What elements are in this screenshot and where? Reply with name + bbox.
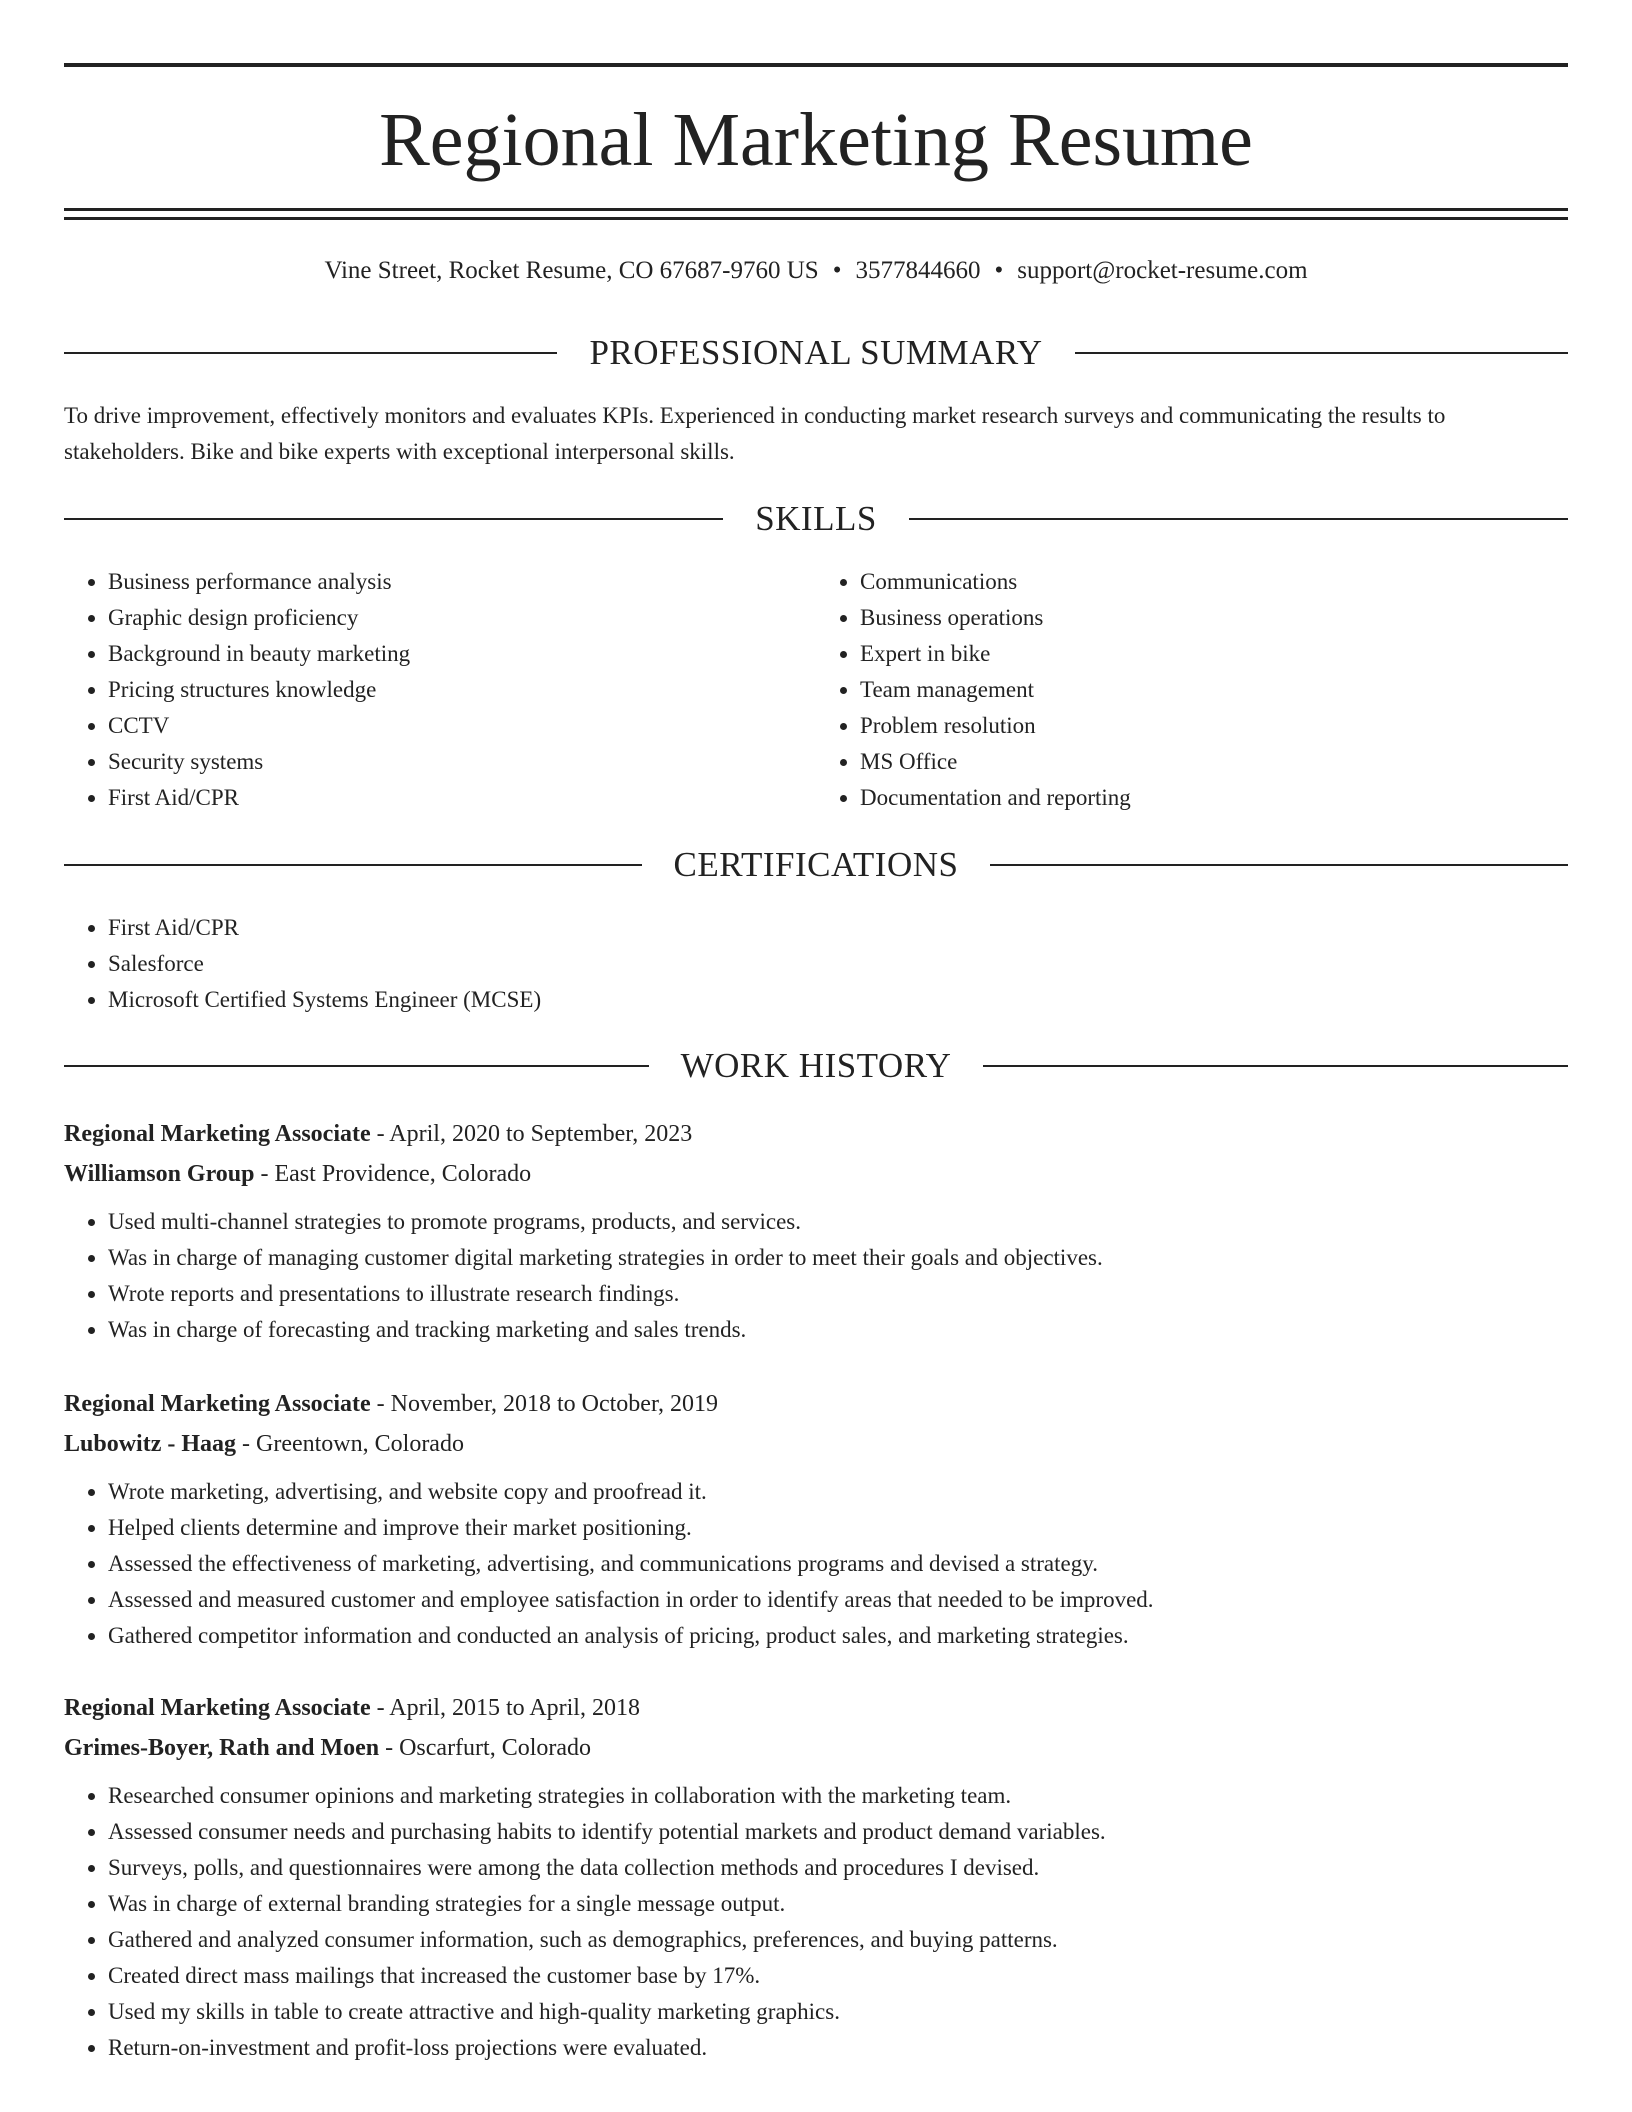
heading-rule-right [1075,352,1568,354]
skill-item: • Business operations [860,600,1568,636]
header-double-rule [64,208,1568,220]
certification-item: • Microsoft Certified Systems Engineer (MCSE) [108,982,1568,1018]
job-location: - East Providence, Colorado [254,1161,532,1187]
certifications-list [64,910,1568,1018]
job-duty-item: • Was in charge of managing customer digital marketing strategies in order to meet their goals and objectives. [108,1240,1568,1276]
job-duties [64,1474,1568,1654]
skill-item: • Expert in bike [860,636,1568,672]
job-duty-item: • Assessed the effectiveness of marketing, advertising, and communications programs and devised a strategy. [108,1546,1568,1582]
section-heading-work-history [64,1044,1568,1088]
skill-item: • First Aid/CPR [108,780,816,816]
job-duty-item: • Was in charge of forecasting and tracking marketing and sales trends. [108,1312,1568,1348]
job-title: Regional Marketing Associate [64,1695,371,1721]
skill-item: • Business performance analysis [108,564,816,600]
skill-item: • Security systems [108,744,816,780]
job-duties [64,1204,1568,1348]
job-location: - Oscarfurt, Colorado [379,1735,592,1761]
heading-rule-right [909,518,1568,520]
job-duty-item: • Used multi-channel strategies to promote programs, products, and services. [108,1204,1568,1240]
job-duty-item: • Researched consumer opinions and marketing strategies in collaboration with the marketing team. [108,1778,1568,1814]
contact-email: support@rocket-resume.com [1017,257,1308,284]
skill-item: • Documentation and reporting [860,780,1568,816]
job-title-line [64,1384,1568,1424]
job-duty-item: • Wrote reports and presentations to illustrate research findings. [108,1276,1568,1312]
job-duty-item: • Return-on-investment and profit-loss projections were evaluated. [108,2030,1568,2066]
skills-heading: SKILLS [755,499,877,538]
job-company-line [64,1424,1568,1464]
skill-item: • Communications [860,564,1568,600]
certification-item: • First Aid/CPR [108,910,1568,946]
contact-phone: 3577844660 [855,257,981,284]
contact-address: Vine Street, Rocket Resume, CO 67687-9760 US [324,257,819,284]
heading-rule-left [64,518,723,520]
heading-rule-left [64,352,557,354]
section-heading-skills [64,497,1568,541]
contact-line [64,254,1568,288]
job-title: Regional Marketing Associate [64,1391,371,1417]
job-duty-item: • Surveys, polls, and questionnaires were among the data collection methods and procedures I devised. [108,1850,1568,1886]
section-heading-summary [64,331,1568,375]
skill-item: • Problem resolution [860,708,1568,744]
job-duty-item: • Created direct mass mailings that increased the customer base by 17%. [108,1958,1568,1994]
skills-column-left [64,564,816,816]
skill-item: • Background in beauty marketing [108,636,816,672]
job-location: - Greentown, Colorado [236,1431,464,1457]
heading-rule-left [64,1065,649,1067]
summary-text: To drive improvement, effectively monitors and evaluates KPIs. Experienced in conducting market research surveys and communicating the results to stakeholders. Bike and bike experts with exceptional interpersonal skills. [64,403,1446,464]
skills-list [64,564,1568,816]
job-company: Williamson Group [64,1161,255,1187]
section-heading-certifications [64,843,1568,887]
job-title: Regional Marketing Associate [64,1121,371,1147]
job-company: Lubowitz - Haag [64,1431,237,1457]
job-duty-item: • Assessed consumer needs and purchasing habits to identify potential markets and product demand variables. [108,1814,1568,1850]
skill-item: • Pricing structures knowledge [108,672,816,708]
skill-item: • CCTV [108,708,816,744]
job-dates: - April, 2015 to April, 2018 [370,1695,640,1721]
job-duty-item: • Was in charge of external branding strategies for a single message output. [108,1886,1568,1922]
job-title-line [64,1114,1568,1154]
header-top-rule [64,63,1568,67]
work-history-heading: WORK HISTORY [680,1046,952,1085]
resume-title: Regional Marketing Resume [379,98,1253,182]
contact-separator: • [994,257,1004,284]
job-dates: - November, 2018 to October, 2019 [370,1391,718,1417]
job-duty-item: • Used my skills in table to create attractive and high-quality marketing graphics. [108,1994,1568,2030]
job-duty-item: • Helped clients determine and improve their market positioning. [108,1510,1568,1546]
heading-rule-right [983,1065,1568,1067]
job-duty-item: • Assessed and measured customer and employee satisfaction in order to identify areas that needed to be improved. [108,1582,1568,1618]
job-company: Grimes-Boyer, Rath and Moen [64,1735,380,1761]
job-entry [64,1688,1568,2066]
job-dates: - April, 2020 to September, 2023 [370,1121,693,1147]
contact-separator: • [832,257,842,284]
heading-rule-right [990,864,1568,866]
job-duty-item: • Gathered and analyzed consumer information, such as demographics, preferences, and buying patterns. [108,1922,1568,1958]
skill-item: • MS Office [860,744,1568,780]
skills-column-right [816,564,1568,816]
job-duty-item: • Wrote marketing, advertising, and website copy and proofread it. [108,1474,1568,1510]
job-company-line [64,1728,1568,1768]
summary-heading: PROFESSIONAL SUMMARY [589,333,1043,372]
certifications-heading: CERTIFICATIONS [673,845,959,884]
job-entry [64,1114,1568,1348]
skill-item: • Team management [860,672,1568,708]
heading-rule-left [64,864,642,866]
job-company-line [64,1154,1568,1194]
job-entry [64,1384,1568,1654]
job-duties [64,1778,1568,2066]
skill-item: • Graphic design proficiency [108,600,816,636]
job-duty-item: • Gathered competitor information and conducted an analysis of pricing, product sales, and marketing strategies. [108,1618,1568,1654]
job-title-line [64,1688,1568,1728]
certification-item: • Salesforce [108,946,1568,982]
